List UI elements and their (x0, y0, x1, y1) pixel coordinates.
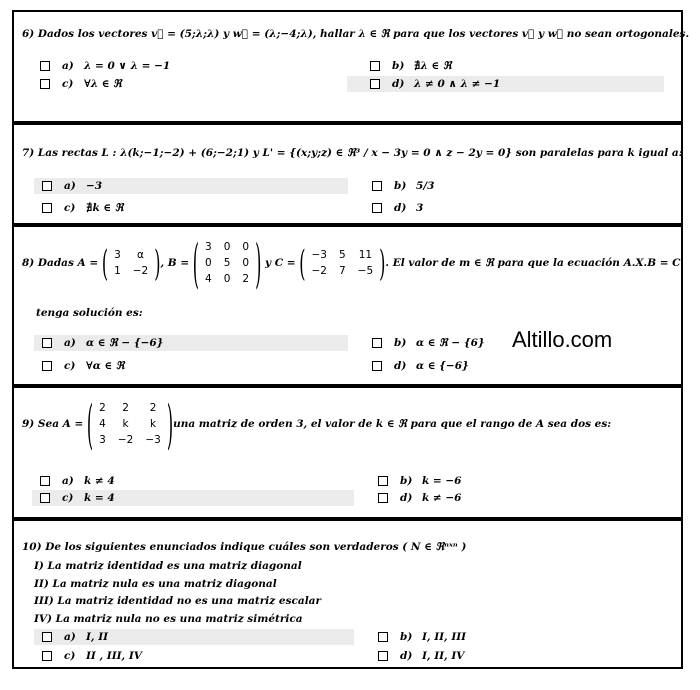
matrix-cell: −2 (117, 434, 134, 446)
matrix-cell: 2 (149, 402, 157, 414)
question-8 (12, 225, 683, 386)
checkbox[interactable] (378, 632, 388, 642)
checkbox[interactable] (40, 493, 50, 503)
matrix-bracket: ( (299, 242, 306, 284)
q10-option-d[interactable]: d) I, II, IV (370, 648, 670, 664)
matrix-cell: 0 (223, 241, 231, 253)
checkbox[interactable] (378, 493, 388, 503)
question-7-statement: 7) Las rectas L : λ(k;−1;−2) + (6;−2;1) y L' = {(x;y;z) ∈ ℜ³ / x − 3y = 0 ∧ z − 2y = 0} son paralelas para k igual a: (22, 147, 683, 159)
matrix-cell: 3 (205, 241, 212, 253)
question-10-statement: 10) De los siguientes enunciados indique cuáles son verdaderos ( N ∈ ℜⁿˣⁿ ) (22, 541, 467, 553)
watermark-logo: Altillo.com (512, 327, 613, 352)
matrix-cell: k (122, 418, 129, 430)
statement-item: II) La matriz nula es una matriz diagonal (34, 578, 277, 590)
matrix-bracket: ) (154, 242, 161, 284)
matrix-cell: 0 (242, 257, 250, 269)
checkbox[interactable] (42, 338, 52, 348)
checkbox[interactable] (370, 61, 380, 71)
matrix-cell: 2 (242, 273, 250, 285)
checkbox[interactable] (40, 476, 50, 486)
matrix-cell: 5 (338, 249, 346, 261)
matrix-bracket: ) (255, 231, 262, 295)
matrix-cell: 5 (223, 257, 231, 269)
checkbox[interactable] (42, 361, 52, 371)
q6-option-d[interactable]: d) λ ≠ 0 ∧ λ ≠ −1 (347, 76, 664, 92)
matrix-cell: −5 (357, 265, 374, 277)
matrix-cell: 2 (122, 402, 129, 414)
matrix-cell: −3 (311, 249, 327, 261)
matrix-cell: 11 (358, 249, 373, 261)
question-6-statement: 6) Dados los vectores v⃗ = (5;λ;λ) y w⃗ = (λ;−4;λ), hallar λ ∈ ℜ para que los vectores v⃗ y w⃗ no sean ortogonales. (22, 28, 690, 40)
checkbox[interactable] (42, 632, 52, 642)
q9-option-c[interactable]: c) k = 4 (32, 490, 354, 506)
q7-option-c[interactable]: c) ∄k ∈ ℜ (34, 200, 334, 216)
checkbox[interactable] (378, 476, 388, 486)
matrix-bracket: ) (166, 392, 174, 456)
matrix-cell: k (150, 418, 157, 430)
checkbox[interactable] (42, 203, 52, 213)
matrix-bracket: ( (192, 231, 200, 295)
checkbox[interactable] (40, 79, 50, 89)
checkbox[interactable] (372, 361, 382, 371)
q10-option-b[interactable]: b) I, II, III (370, 629, 670, 645)
matrix-cell: α (137, 249, 144, 261)
question-6 (12, 10, 690, 123)
question-10 (12, 519, 683, 669)
matrix-cell: 4 (99, 418, 106, 430)
q8-option-d[interactable]: d) α ∈ {−6} (364, 358, 664, 374)
matrix-cell: 0 (205, 257, 212, 269)
checkbox[interactable] (378, 651, 388, 661)
matrix-cell: 3 (99, 434, 106, 446)
checkbox[interactable] (42, 181, 52, 191)
matrix-b (199, 239, 255, 287)
statement-item: IV) La matriz nula no es una matriz simétrica (34, 613, 303, 625)
matrix-cell: 0 (223, 273, 231, 285)
matrix-bracket: ) (379, 242, 386, 284)
q10-option-c[interactable]: c) II , III, IV (34, 648, 334, 664)
question-8-statement-line2: tenga solución es: (36, 307, 143, 319)
q6-option-b[interactable]: b) ∄λ ∈ ℜ (362, 58, 662, 74)
q7-option-a[interactable]: a) −3 (34, 178, 348, 194)
q7-option-d[interactable]: d) 3 (364, 200, 664, 216)
checkbox[interactable] (370, 79, 380, 89)
q9-option-a[interactable]: a) k ≠ 4 (32, 473, 332, 489)
matrix-cell: −3 (145, 434, 161, 446)
matrix-bracket: ( (101, 242, 109, 284)
matrix-cell: 0 (242, 241, 250, 253)
matrix-a (93, 400, 167, 448)
q8-option-c[interactable]: c) ∀α ∈ ℜ (34, 358, 334, 374)
matrix-cell: −2 (311, 265, 327, 277)
q9-option-d[interactable]: d) k ≠ −6 (370, 490, 670, 506)
q6-option-c[interactable]: c) ∀λ ∈ ℜ (32, 76, 332, 92)
matrix-c (305, 247, 379, 279)
q8-option-b[interactable]: b) α ∈ ℜ − {6} (364, 335, 664, 351)
q10-option-a[interactable]: a) I, II (34, 629, 354, 645)
question-8-statement: 8) Dadas A = ( 3 α 1 −2 ), B = ( 3 0 0 0 5 0 4 0 2 ) y C = ( −3 5 11 −2 7 −5 ). El valor de m ∈ ℜ para que la ecuación A.X.B = C (22, 231, 681, 295)
q9-option-b[interactable]: b) k = −6 (370, 473, 670, 489)
matrix-cell: 1 (114, 265, 121, 277)
matrix-bracket: ( (86, 392, 94, 456)
checkbox[interactable] (372, 203, 382, 213)
question-7 (12, 123, 683, 225)
q7-option-b[interactable]: b) 5/3 (364, 178, 664, 194)
matrix-cell: 3 (114, 249, 121, 261)
checkbox[interactable] (372, 181, 382, 191)
checkbox[interactable] (372, 338, 382, 348)
q6-option-a[interactable]: a) λ = 0 ∨ λ = −1 (32, 58, 332, 74)
matrix-cell: −2 (132, 265, 149, 277)
checkbox[interactable] (40, 61, 50, 71)
matrix-cell: 7 (338, 265, 346, 277)
matrix-a (108, 247, 154, 279)
statement-item: I) La matriz identidad es una matriz diagonal (34, 560, 302, 572)
question-9 (12, 386, 683, 519)
checkbox[interactable] (42, 651, 52, 661)
statement-item: III) La matriz identidad no es una matriz escalar (34, 595, 322, 607)
question-9-statement: 9) Sea A = ( 2 2 2 4 k k 3 −2 −3 )una matriz de orden 3, el valor de k ∈ ℜ para que el rango de A sea dos es: (22, 392, 612, 456)
matrix-cell: 2 (99, 402, 106, 414)
matrix-cell: 4 (205, 273, 212, 285)
q8-option-a[interactable]: a) α ∈ ℜ − {−6} (34, 335, 348, 351)
